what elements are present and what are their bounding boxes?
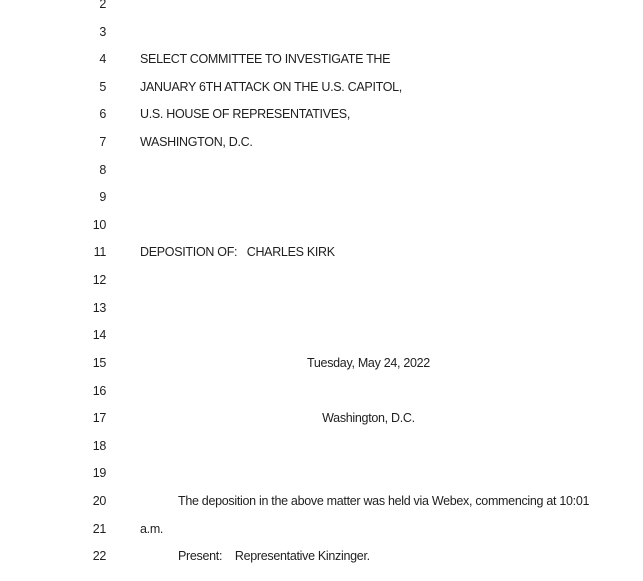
transcript-line bbox=[0, 19, 643, 47]
transcript-line bbox=[0, 516, 643, 544]
transcript-line bbox=[0, 350, 643, 378]
line-text: Present: Representative Kinzinger. bbox=[178, 549, 370, 564]
line-number: 19 bbox=[92, 466, 106, 481]
line-number: 20 bbox=[92, 493, 106, 508]
line-number: 14 bbox=[92, 328, 106, 343]
line-number: 10 bbox=[92, 217, 106, 232]
transcript-line bbox=[0, 184, 643, 212]
line-number: 6 bbox=[99, 107, 106, 122]
line-text: SELECT COMMITTEE TO INVESTIGATE THE bbox=[140, 52, 391, 67]
transcript-line bbox=[0, 267, 643, 295]
line-number: 16 bbox=[92, 383, 106, 398]
transcript-line bbox=[0, 212, 643, 240]
transcript-line bbox=[0, 74, 643, 102]
transcript-line bbox=[0, 433, 643, 461]
line-text: JANUARY 6TH ATTACK ON THE U.S. CAPITOL, bbox=[140, 79, 402, 94]
transcript-line bbox=[0, 0, 643, 19]
line-number: 5 bbox=[99, 79, 106, 94]
transcript-line bbox=[0, 322, 643, 350]
line-number: 7 bbox=[99, 135, 106, 150]
line-text: a.m. bbox=[140, 521, 164, 536]
line-text: Washington, D.C. bbox=[322, 411, 415, 426]
transcript-line bbox=[0, 295, 643, 323]
line-number: 22 bbox=[92, 549, 106, 564]
line-text: WASHINGTON, D.C. bbox=[140, 135, 253, 150]
line-number: 8 bbox=[99, 162, 106, 177]
line-number: 2 bbox=[99, 0, 106, 11]
transcript-line bbox=[0, 460, 643, 488]
line-number: 15 bbox=[92, 355, 106, 370]
line-number: 11 bbox=[93, 245, 106, 260]
transcript-line bbox=[0, 46, 643, 74]
transcript-line bbox=[0, 239, 643, 267]
line-number: 21 bbox=[92, 521, 106, 536]
line-text: Tuesday, May 24, 2022 bbox=[307, 355, 430, 370]
line-number: 3 bbox=[99, 24, 106, 39]
transcript-line bbox=[0, 157, 643, 185]
transcript-line bbox=[0, 405, 643, 433]
line-number: 4 bbox=[99, 52, 106, 67]
transcript-line bbox=[0, 101, 643, 129]
line-number: 17 bbox=[92, 411, 106, 426]
line-text: U.S. HOUSE OF REPRESENTATIVES, bbox=[140, 107, 351, 122]
line-number: 9 bbox=[99, 190, 106, 205]
transcript-line bbox=[0, 543, 643, 571]
line-text: The deposition in the above matter was held via Webex, commencing at 10:01 bbox=[178, 493, 590, 508]
line-number: 12 bbox=[92, 273, 106, 288]
line-number: 18 bbox=[92, 438, 106, 453]
line-text: DEPOSITION OF: CHARLES KIRK bbox=[140, 245, 335, 260]
line-number: 13 bbox=[92, 300, 106, 315]
transcript-line bbox=[0, 129, 643, 157]
transcript-line bbox=[0, 488, 643, 516]
transcript-line bbox=[0, 378, 643, 406]
